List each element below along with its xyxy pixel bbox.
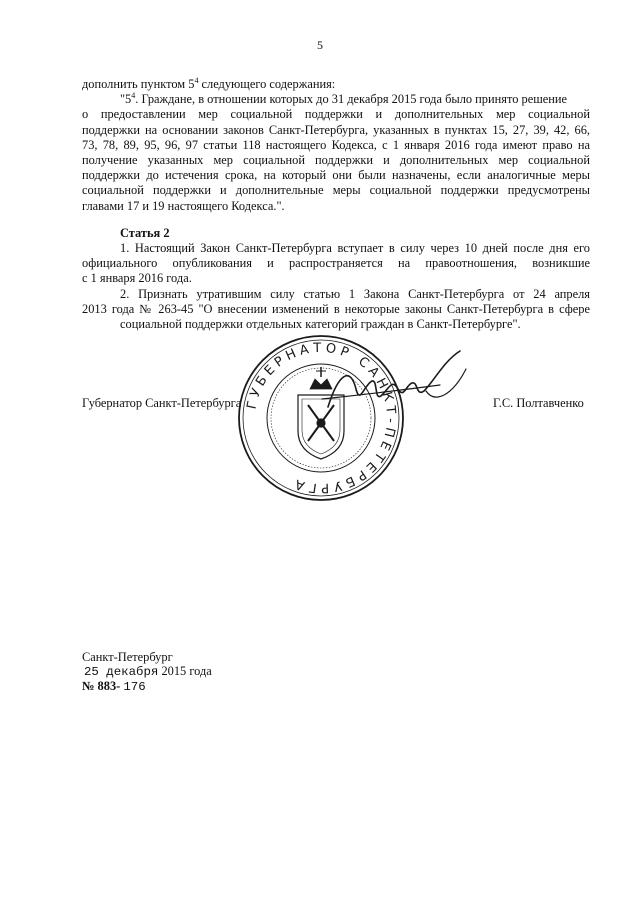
article-2-p1-line: официального опубликования и распространяется на правоотношения, возникшие — [82, 256, 590, 271]
article-2-p2-line: 2013 года № 263-45 "О внесении изменений в некоторые законы Санкт-Петербурга в сфере — [82, 301, 590, 316]
footer-number — [82, 679, 146, 694]
footer-date — [84, 664, 212, 679]
amendment-line: о предоставлении мер социальной поддержки и дополнительных мер социальной — [82, 107, 590, 122]
article-2-heading: Статья 2 — [120, 226, 170, 240]
footer-date-year: 2015 года — [161, 664, 212, 678]
seal-text: ГУБЕРНАТОР САНКТ-ПЕТЕРБУРГА — [244, 340, 399, 496]
article-2-p1-line: с 1 января 2016 года. — [82, 271, 192, 286]
amendment-block — [82, 77, 590, 214]
footer-date-typed: 25 декабря — [84, 665, 159, 679]
amendment-line: получение указанных мер социальной поддержки и дополнительных мер социальной — [82, 153, 590, 168]
amendment-last-line: главами 17 и 19 настоящего Кодекса.". — [82, 198, 285, 213]
amendment-quote-start: "$5^4$. Граждане, в отношении которых до 31 декабря 2015 года было принято решение — [120, 91, 568, 107]
amendment-line: социальной поддержки и дополнительные меры социальной поддержки предусмотрены — [82, 183, 590, 198]
article-2-body — [82, 241, 590, 332]
article-2-p1-line: 1. Настоящий Закон Санкт-Петербурга вступает в силу через 10 дней после дня его — [120, 241, 590, 255]
page-number: 5 — [317, 38, 323, 52]
footer-number-typed: 176 — [123, 680, 146, 694]
amendment-line: поддержки на основании законов Санкт-Петербурга, указанных в пунктах 15, 27, 39, 42, 66, — [82, 122, 590, 137]
handwritten-signature — [320, 345, 470, 425]
article-2-p2-line: социальной поддержки отдельных категорий граждан в Санкт-Петербурге". — [120, 317, 521, 332]
governor-name: Г.С. Полтавченко — [493, 396, 584, 410]
governor-title: Губернатор Санкт-Петербурга — [82, 396, 242, 410]
footer-number-prefix: № 883- — [82, 679, 121, 693]
article-2-p2-line: 2. Признать утратившим силу статью 1 Закона Санкт-Петербурга от 24 апреля — [120, 286, 590, 301]
amendment-line: 73, 78, 89, 95, 96, 97 статьи 118 настоящего Кодекса, с 1 января 2016 года имеют право на — [82, 137, 590, 152]
footer-city: Санкт-Петербург — [82, 650, 173, 664]
amendment-line: поддержки до истечения срока, на который они были назначены, если аналогичные меры — [82, 168, 590, 183]
amendment-intro: дополнить пунктом $5^4$ следующего содержания: — [82, 76, 336, 91]
